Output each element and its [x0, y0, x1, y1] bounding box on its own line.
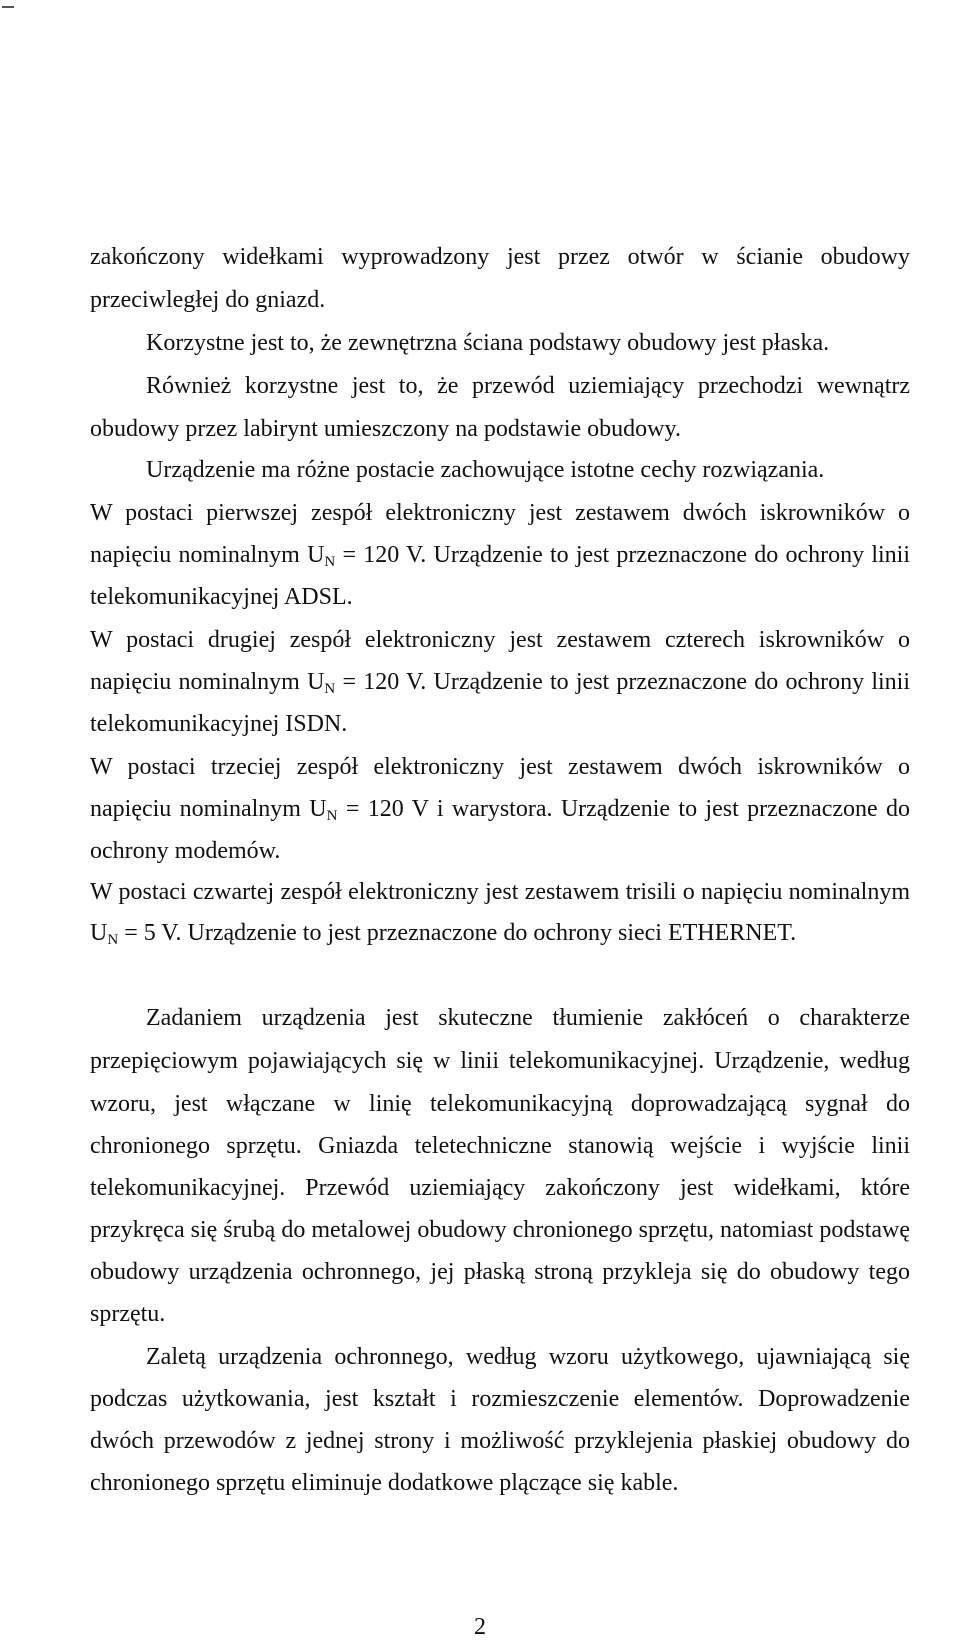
voltage-line: napięciu nominalnym $U_N = 120$ V i warystora. Urządzenie to jest przeznaczone do	[90, 796, 910, 824]
text-line: Urządzenie ma różne postacie zachowujące istotne cechy rozwiązania.	[146, 457, 825, 483]
text-line: telekomunikacyjnej ADSL.	[90, 584, 353, 610]
page-number: 2	[474, 1614, 486, 1640]
text-line: ochrony modemów.	[90, 838, 281, 864]
text-line: W postaci pierwszej zespół elektroniczny jest zestawem dwóch iskrowników o	[90, 500, 910, 526]
text-line: przeciwległej do gniazd.	[90, 287, 326, 313]
text-line: podczas użytkowania, jest kształt i rozmieszczenie elementów. Doprowadzenie	[90, 1386, 910, 1412]
text-line: zakończony widełkami wyprowadzony jest przez otwór w ścianie obudowy	[90, 244, 910, 270]
text-line: sprzętu.	[90, 1301, 166, 1327]
text-line: przykręca się śrubą do metalowej obudowy chronionego sprzętu, natomiast podstawę	[90, 1217, 910, 1243]
text-line: W postaci czwartej zespół elektroniczny jest zestawem trisili o napięciu nominalnym	[90, 879, 910, 905]
voltage-line: napięciu nominalnym $U_N = 120$ V. Urządzenie to jest przeznaczone do ochrony linii	[90, 669, 910, 697]
text-line: wzoru, jest włączane w linię telekomunikacyjną doprowadzającą sygnał do	[90, 1091, 910, 1117]
text-line: Zaletą urządzenia ochronnego, według wzoru użytkowego, ujawniającą się	[146, 1344, 910, 1370]
text-line: obudowy przez labirynt umieszczony na podstawie obudowy.	[90, 416, 681, 442]
voltage-line: $U_N = 5$ V. Urządzenie to jest przeznaczone do ochrony sieci ETHERNET.	[90, 920, 797, 948]
text-line: chronionego sprzętu. Gniazda teletechniczne stanowią wejście i wyjście linii	[90, 1133, 910, 1159]
text-line: Zadaniem urządzenia jest skuteczne tłumienie zakłóceń o charakterze	[146, 1005, 910, 1031]
scan-artifact	[2, 6, 14, 8]
text-line: obudowy urządzenia ochronnego, jej płaską stroną przykleja się do obudowy tego	[90, 1259, 910, 1285]
text-line: chronionego sprzętu eliminuje dodatkowe plączące się kable.	[90, 1470, 679, 1496]
text-line: dwóch przewodów z jednej strony i możliwość przyklejenia płaskiej obudowy do	[90, 1428, 910, 1454]
text-line: W postaci drugiej zespół elektroniczny jest zestawem czterech iskrowników o	[90, 627, 910, 653]
text-line: przepięciowym pojawiających się w linii telekomunikacyjnej. Urządzenie, według	[90, 1048, 910, 1074]
voltage-line: napięciu nominalnym $U_N = 120$ V. Urządzenie to jest przeznaczone do ochrony linii	[90, 542, 910, 570]
text-line: Korzystne jest to, że zewnętrzna ściana podstawy obudowy jest płaska.	[146, 330, 830, 356]
text-line: telekomunikacyjnej. Przewód uziemiający zakończony jest widełkami, które	[90, 1175, 910, 1201]
text-line: telekomunikacyjnej ISDN.	[90, 711, 348, 737]
text-line: W postaci trzeciej zespół elektroniczny jest zestawem dwóch iskrowników o	[90, 754, 910, 780]
text-line: Również korzystne jest to, że przewód uziemiający przechodzi wewnątrz	[146, 373, 910, 399]
